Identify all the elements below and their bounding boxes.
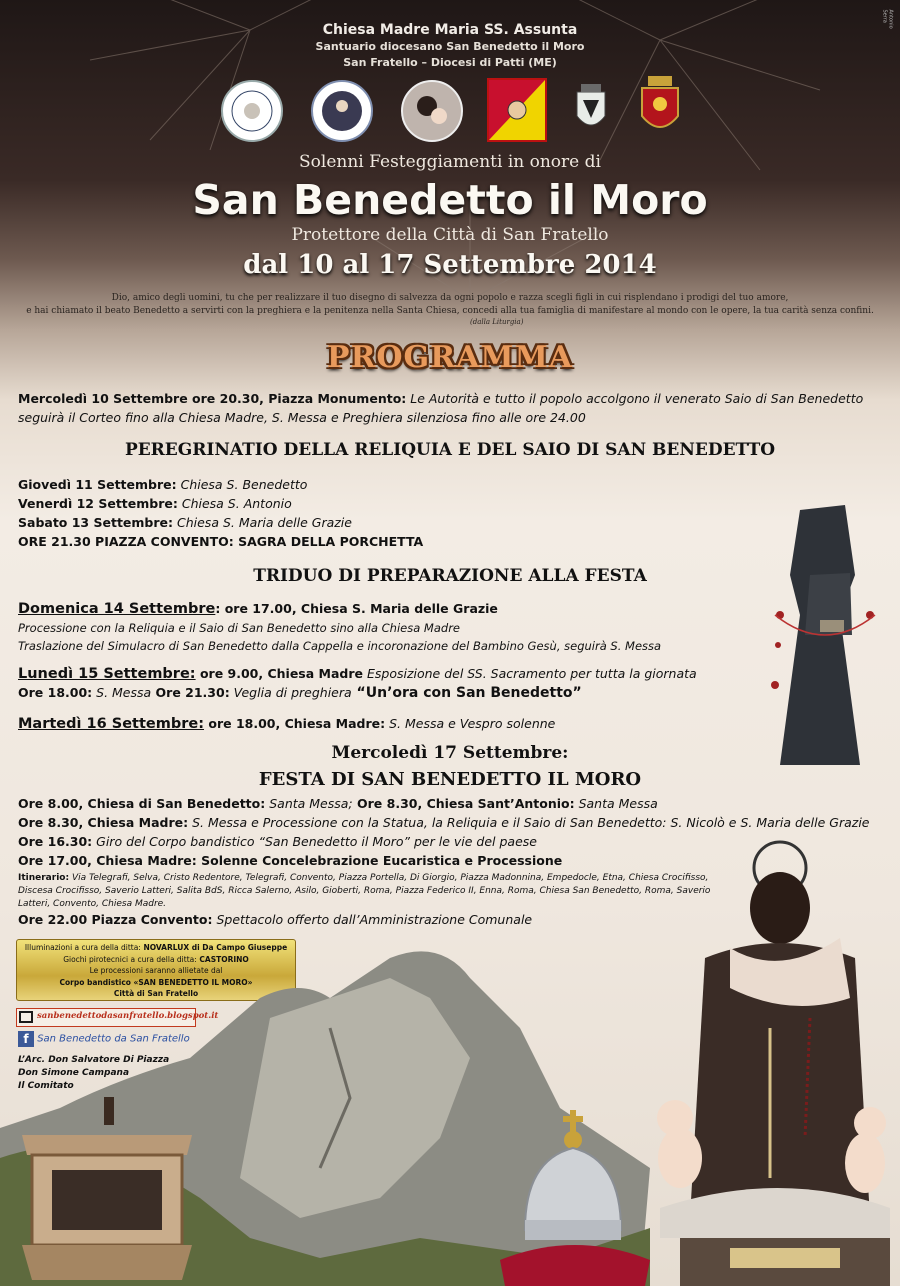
day-info: : ore 17.00, Chiesa S. Maria delle Grazie [215,601,498,616]
seal-san-benedetto-icon [311,80,373,142]
festa-row-5 [18,912,532,927]
list-item [18,477,307,492]
subtitle: Protettore della Città di San Fratello [291,225,609,245]
seal-chiesa-madre-icon [221,80,283,142]
facebook-icon: f [18,1031,34,1047]
city-crest-icon [638,76,682,138]
festa-row-2 [18,815,869,830]
credit-name: CASTORINO [196,954,249,964]
diocese-name: San Fratello – Diocesi di Patti (ME) [343,56,557,69]
festa-heading: FESTA DI SAN BENEDETTO IL MORO [258,769,642,790]
opening-event [18,389,886,427]
event: Santa Messa [574,796,658,811]
itinerary-label: Itinerario: [18,873,70,883]
signature-priest: L’Arc. Don Salvatore Di Piazza [18,1055,170,1065]
credit-label: Illuminazioni a cura della ditta: [24,943,141,952]
opening-text: Le Autorità e tutto il popolo accolgono il venerato Saio di San Benedetto seguirà il Corteo fino alla Chiesa Madre, S. Messa e Preghiera silenziosa fino alle ore 24.00 [18,391,864,425]
day-label: Sabato 13 Settembre: [18,515,174,530]
event: Giro del Corpo bandistico “San Benedetto il Moro” per le vie del paese [92,834,537,849]
prayer-line-1: Dio, amico degli uomini, tu che per realizzare il tuo disegno di salvezza da ogni popolo e razza scegli figli in cui risplendano i prodigi del tuo amore, [111,293,789,303]
day-note: S. Messa e Vespro solenne [385,716,556,731]
opening-label: Mercoledì 10 Settembre ore 20.30, Piazza Monumento: [18,391,407,406]
day-info: ore 18.00, Chiesa Madre: [204,716,386,731]
domenica-header [18,601,498,617]
event: Spettacolo offerto dall’Amministrazione Comunale [212,912,533,927]
page-title: San Benedetto il Moro [192,176,708,224]
facebook-page-name: San Benedetto da San Fratello [37,1033,190,1045]
band-intro: Le processioni saranno allietate dal [89,966,223,975]
programma-heading: PROGRAMMA [326,340,574,375]
festival-dates: dal 10 al 17 Settembre 2014 [243,250,657,280]
day-label: Domenica 14 Settembre [18,601,216,617]
place: Chiesa S. Antonio [177,496,292,511]
signature-deacon: Don Simone Campana [18,1068,130,1078]
event: S. Messa e Processione con la Statua, la Reliquia e il Saio di San Benedetto: S. Nicolò e S. Maria delle Grazie [188,815,870,830]
sicily-trinacria-icon [487,78,547,142]
peregrinatio-heading: PEREGRINATIO DELLA RELIQUIA E DEL SAIO DI SAN BENEDETTO [124,440,776,460]
saio-relic-image [760,505,890,785]
vigil-title: “Un’ora con San Benedetto” [351,685,582,701]
lunedi-evening [18,685,582,701]
time-label: Ore 8.30, Chiesa Madre: [18,815,189,830]
festival-intro: Solenni Festeggiamenti in onore di [299,152,601,172]
place: Chiesa S. Benedetto [176,477,308,492]
sagra-event: ORE 21.30 PIAZZA CONVENTO: SAGRA DELLA PORCHETTA [18,534,424,549]
san-fratello-coat-of-arms-icon [573,82,609,134]
domenica-line-2: Traslazione del Simulacro di San Benedetto dalla Cappella e incoronazione del Bambino Gesù, seguirà S. Messa [18,639,662,653]
event: S. Messa [92,685,152,700]
church-name: Chiesa Madre Maria SS. Assunta [322,22,578,38]
time-label: Ore 21.30: [151,685,230,700]
time-label: Ore 22.00 Piazza Convento: [18,912,213,927]
prayer-source: (dalla Liturgia) [470,318,524,326]
festa-row-3 [18,834,537,849]
blog-url: sanbenedettodasanfratello.blogspot.it [37,1011,219,1021]
time-label: Ore 18.00: [18,685,93,700]
event: Santa Messa; [265,796,353,811]
sanctuary-name: Santuario diocesano San Benedetto il Moro [315,40,585,53]
day-label: Giovedì 11 Settembre: [18,477,177,492]
lunedi-header [18,666,697,682]
credit-label: Giochi pirotecnici a cura della ditta: [63,954,197,964]
itinerary-text: Via Telegrafi, Selva, Cristo Redentore, Telegrafi, Convento, Piazza Portella, Di Giorgio, Piazza Madonnina, Empedocle, Etna, Chiesa Crocifisso, Discesa Crocifisso, Saverio Latteri, Salita BdS, Ricca Salerno, Asilo, Gioberti, Roma, Piazza Federico II, Enna, Roma, Chiesa San Benedetto, Roma, Saverio Latteri, Convento, Chiesa Madre. [18,873,711,909]
domenica-line-1: Processione con la Reliquia e il Saio di San Benedetto sino alla Chiesa Madre [18,621,460,635]
band-name: Corpo bandistico «SAN BENEDETTO IL MORO» [59,977,253,987]
time-label: Ore 8.30, Chiesa Sant’Antonio: [352,796,575,811]
triduo-heading: TRIDUO DI PREPARAZIONE ALLA FESTA [253,566,647,586]
day-label: Venerdì 12 Settembre: [18,496,178,511]
festa-date: Mercoledì 17 Settembre: [331,743,569,763]
photo-credit: Antonio Serra [881,9,894,29]
time-label: Ore 8.00, Chiesa di San Benedetto: [18,796,266,811]
festa-row-1 [18,796,658,811]
list-item [18,496,292,511]
prayer-line-2: e hai chiamato il beato Benedetto a servirti con la preghiera e la penitenza nella Santa Chiesa, concedi alla tua famiglia di manifestare al mondo con le opere, la tua carità senza confini. [26,306,874,316]
time-label: Ore 16.30: [18,834,93,849]
event: Veglia di preghiera [229,685,352,700]
festa-row-4: Ore 17.00, Chiesa Madre: Solenne Concelebrazione Eucaristica e Processione [18,853,563,868]
liturgy-prayer [0,292,900,318]
reliquary-image [12,1095,202,1285]
day-info: ore 9.00, Chiesa Madre [195,666,363,681]
saint-portrait-icon [401,80,463,142]
signature-committee: Il Comitato [18,1081,74,1091]
martedi-header [18,716,555,732]
credit-name: NOVARLUX di Da Campo Giuseppe [140,943,288,952]
list-item [18,515,352,530]
place: Chiesa S. Maria delle Grazie [173,515,352,530]
day-label: Martedì 16 Settembre: [18,716,205,732]
saint-statue-image [620,838,900,1286]
day-note: Esposizione del SS. Sacramento per tutta la giornata [363,666,697,681]
band-city: Città di San Fratello [113,989,199,998]
day-label: Lunedì 15 Settembre: [18,666,196,682]
